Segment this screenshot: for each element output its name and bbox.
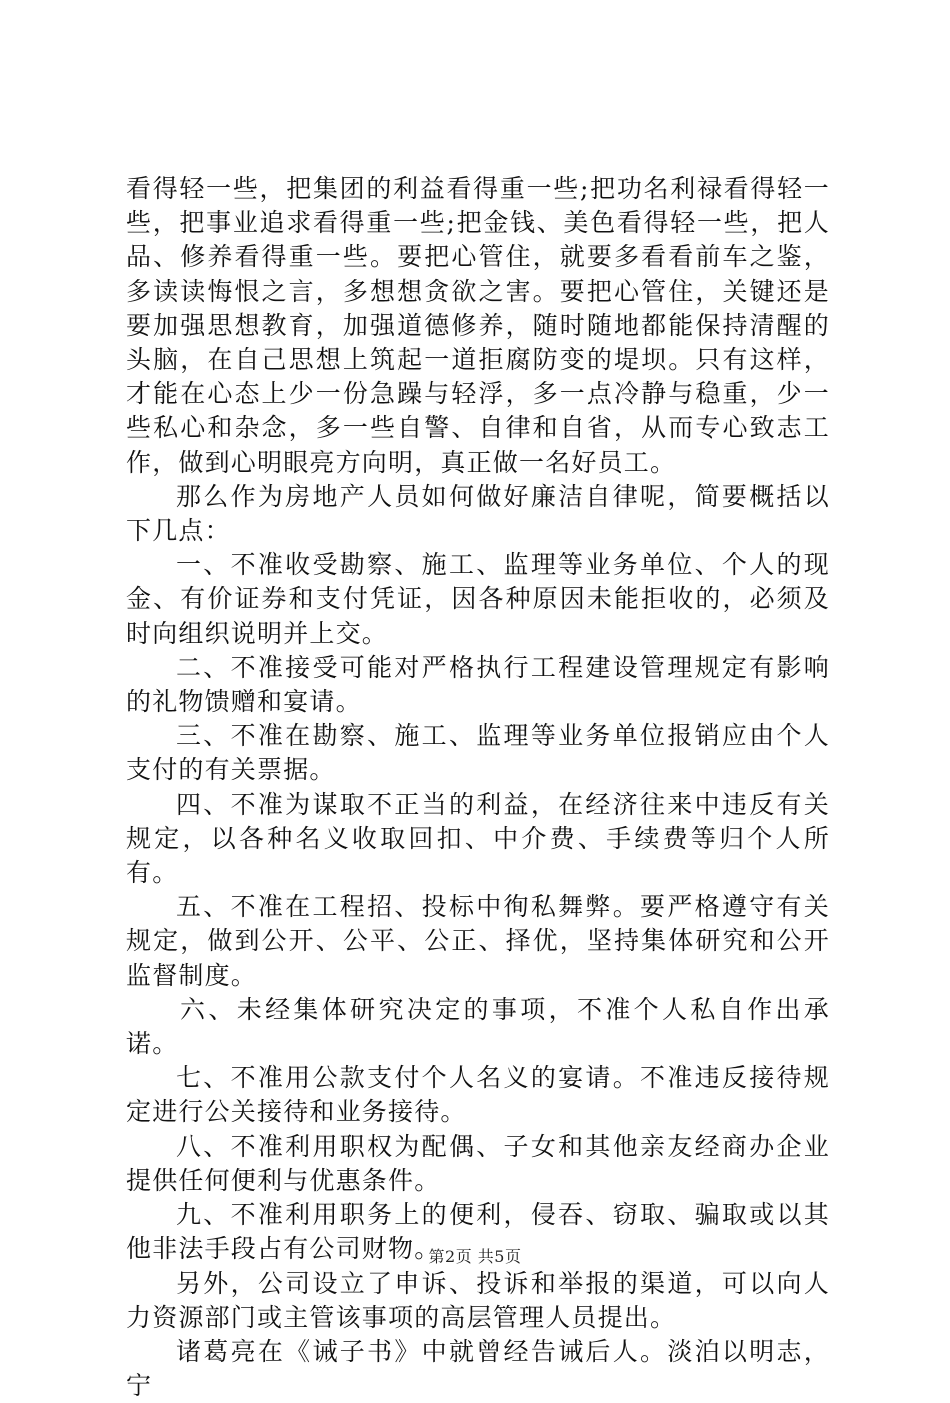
rule-item-3: 三、不准在勘察、施工、监理等业务单位报销应由个人支付的有关票据。	[126, 721, 830, 785]
rule-item-1: 一、不准收受勘察、施工、监理等业务单位、个人的现金、有价证券和支付凭证，因各种原因未能拒收的，必须及时向组织说明并上交。	[126, 550, 830, 648]
page-number-footer: 第2页 共5页	[428, 1247, 522, 1266]
paragraph-continued: 看得轻一些，把集团的利益看得重一些;把功名利禄看得轻一些，把事业追求看得重一些;把金钱、美色看得轻一些，把人品、修养看得重一些。要把心管住，就要多看看前车之鉴，多读读悔恨之言，多想想贪欲之害。要把心管住，关键还是要加强思想教育，加强道德修养，随时随地都能保持清醒的头脑，在自己思想上筑起一道拒腐防变的堤坝。只有这样，才能在心态上少一份急躁与轻浮，多一点冷静与稳重，少一些私心和杂念，多一些自警、自律和自省，从而专心致志工作，做到心明眼亮方向明，真正做一名好员工。	[126, 174, 830, 477]
paragraph-complaint-channels: 另外，公司设立了申诉、投诉和举报的渠道，可以向人力资源部门或主管该事项的高层管理人员提出。	[126, 1268, 830, 1332]
rule-item-9: 九、不准利用职务上的便利，侵吞、窃取、骗取或以其他非法手段占有公司财物。	[126, 1200, 830, 1264]
document-body	[126, 172, 830, 1403]
rule-item-6: 六、未经集体研究决定的事项，不准个人私自作出承诺。	[126, 994, 830, 1059]
rule-item-7: 七、不准用公款支付个人名义的宴请。不准违反接待规定进行公关接待和业务接待。	[126, 1063, 830, 1127]
rule-item-4: 四、不准为谋取不正当的利益，在经济往来中违反有关规定，以各种名义收取回扣、中介费、手续费等归个人所有。	[126, 789, 830, 888]
rule-item-5: 五、不准在工程招、投标中徇私舞弊。要严格遵守有关规定，做到公开、公平、公正、择优，坚持集体研究和公开监督制度。	[126, 892, 830, 990]
paragraph-intro: 那么作为房地产人员如何做好廉洁自律呢，简要概括以下几点：	[126, 481, 830, 546]
paragraph-quote: 诸葛亮在《诫子书》中就曾经告诫后人。淡泊以明志，宁	[126, 1336, 830, 1401]
rule-item-2: 二、不准接受可能对严格执行工程建设管理规定有影响的礼物馈赠和宴请。	[126, 652, 830, 717]
rule-item-8: 八、不准利用职权为配偶、子女和其他亲友经商办企业提供任何便利与优惠条件。	[126, 1131, 830, 1195]
